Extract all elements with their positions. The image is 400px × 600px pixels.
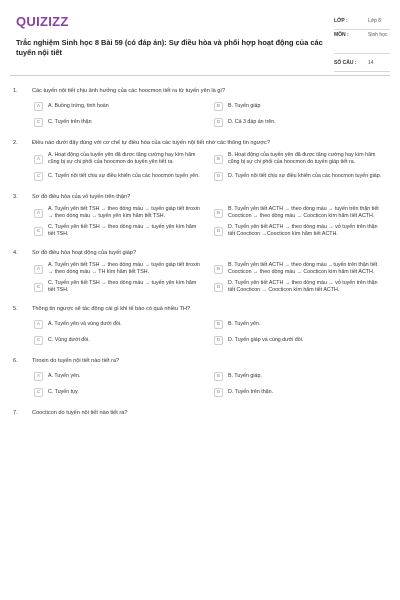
option-text: D. Tuyến giáp và cùng dưới đồi. bbox=[228, 336, 304, 343]
answer-option[interactable] bbox=[34, 318, 202, 330]
answer-option[interactable] bbox=[214, 206, 382, 220]
meta-subject bbox=[334, 30, 390, 54]
meta-label: SỐ CÂU : bbox=[334, 60, 357, 66]
option-text: A. Tuyến yên tiết TSH → theo dòng máu → tuyến giáp tiết tiroxin → theo dòng máu → tuyến yên kìm hãm tiết TSH. bbox=[48, 206, 200, 219]
question-header bbox=[10, 138, 390, 152]
option-text: A. Tuyến yên tiết TSH → theo dòng máu → tuyến giáp tiết tiroxin → theo dòng máu → TH kìm hãm tiết TSH. bbox=[48, 262, 200, 275]
option-text: B. Tuyến giáp bbox=[228, 102, 261, 109]
option-letter-box: B bbox=[214, 265, 223, 274]
option-letter-box: A bbox=[34, 372, 43, 381]
option-text: C. Tuyến tụy. bbox=[48, 388, 79, 395]
option-text: D. Tuyến trên thận. bbox=[228, 388, 274, 395]
question-text: Thông tin ngược sẽ tác động cái gì khi tế bào có quá nhiều TH? bbox=[32, 306, 191, 312]
question-number: 1. bbox=[13, 88, 18, 94]
question-item bbox=[10, 138, 390, 182]
question-header bbox=[10, 304, 390, 318]
meta-value: 14 bbox=[368, 60, 374, 66]
answer-option[interactable] bbox=[214, 152, 382, 166]
option-text: D. Tuyến yên tiết ACTH → theo dòng máu → vỏ tuyến trên thận tiết Coocticon →Coocticon kìm hãm tiết ACTH. bbox=[228, 224, 378, 237]
option-letter-box: C bbox=[34, 172, 43, 181]
meta-label: MÔN : bbox=[334, 32, 349, 38]
option-text: B. Tuyến yên. bbox=[228, 320, 261, 327]
answer-option[interactable] bbox=[34, 386, 202, 398]
option-text: C. Tuyến yên tiết TSH → theo dòng máu → tuyến yên kìm hãm tiết TSH. bbox=[48, 280, 197, 293]
question-number: 6. bbox=[13, 358, 18, 364]
question-item bbox=[10, 86, 390, 128]
option-text: C. Tuyến yên tiết TSH → theo dòng máu → tuyến yên kìm hãm tiết TSH. bbox=[48, 224, 197, 237]
question-header bbox=[10, 192, 390, 206]
answer-option[interactable] bbox=[214, 170, 382, 182]
question-number: 2. bbox=[13, 140, 18, 146]
option-letter-box: C bbox=[34, 118, 43, 127]
option-text: A. Buồng trứng, tinh hoàn bbox=[48, 102, 109, 109]
question-item bbox=[10, 304, 390, 346]
answer-option[interactable] bbox=[34, 170, 202, 182]
question-list bbox=[10, 86, 390, 432]
meta-box bbox=[334, 16, 390, 72]
answer-option[interactable] bbox=[214, 386, 382, 398]
meta-value: Lớp 8 bbox=[368, 18, 382, 24]
answer-option[interactable] bbox=[214, 262, 382, 276]
answer-option[interactable] bbox=[34, 280, 202, 294]
answer-option[interactable] bbox=[34, 152, 202, 166]
question-text: Sơ đồ điều hòa hoạt động của tuyết giáp? bbox=[32, 250, 137, 256]
question-text: Tiroxin do tuyến nội tiết nào tiết ra? bbox=[32, 358, 120, 364]
answer-option[interactable] bbox=[34, 100, 202, 112]
option-letter-box: C bbox=[34, 336, 43, 345]
question-number: 5. bbox=[13, 306, 18, 312]
option-text: B. Tuyến yên tiết ACTH → theo dòng máu →tuyến trên thận tiết Coocticon → theo dòng máu → Coocticon kìm hãm tiết ACTH. bbox=[228, 262, 378, 275]
answer-option[interactable] bbox=[34, 206, 202, 220]
option-letter-box: B bbox=[214, 155, 223, 164]
option-letter-box: A bbox=[34, 209, 43, 218]
meta-class bbox=[334, 16, 390, 30]
option-letter-box: C bbox=[34, 388, 43, 397]
question-number: 4. bbox=[13, 250, 18, 256]
answer-option[interactable] bbox=[34, 262, 202, 276]
option-letter-box: C bbox=[34, 283, 43, 292]
question-header bbox=[10, 408, 390, 422]
option-text: B. Hoạt động của tuyến yên đã được tăng cường hay kìm hãm cũng bị sự chi phối của hoocmon do tuyến giáp tiết ra. bbox=[228, 152, 376, 165]
answer-option[interactable] bbox=[34, 370, 202, 382]
answer-option[interactable] bbox=[34, 224, 202, 238]
question-item bbox=[10, 248, 390, 294]
quizizz-logo: QUIZIZZ bbox=[16, 14, 69, 29]
option-letter-box: D bbox=[214, 388, 223, 397]
option-letter-box: B bbox=[214, 102, 223, 111]
option-letter-box: B bbox=[214, 209, 223, 218]
question-item bbox=[10, 192, 390, 238]
question-text: Điều nào dưới đây đúng với cơ chế tự điều hòa của các tuyến nội tiết nhờ các thông tin ngược? bbox=[32, 140, 270, 146]
answer-option[interactable] bbox=[34, 334, 202, 346]
option-text: D. Tuyến nội tiết chịu sự điều khiển của các hoocmon tuyến giáp. bbox=[228, 172, 382, 179]
answer-option[interactable] bbox=[214, 224, 382, 238]
option-letter-box: D bbox=[214, 336, 223, 345]
question-item bbox=[10, 408, 390, 422]
option-letter-box: B bbox=[214, 372, 223, 381]
question-header bbox=[10, 356, 390, 370]
answer-options bbox=[10, 318, 390, 346]
option-text: B. Tuyến yên tiết ACTH → theo dòng máu → tuyến trên thận tiết Coocticon → theo dòng máu → Coocticon kìm hãm tiết ACTH. bbox=[228, 206, 379, 219]
option-letter-box: A bbox=[34, 102, 43, 111]
answer-option[interactable] bbox=[214, 116, 382, 128]
answer-options bbox=[10, 100, 390, 128]
option-text: C. Tuyến trên thận bbox=[48, 118, 92, 125]
answer-options bbox=[10, 370, 390, 398]
answer-option[interactable] bbox=[34, 116, 202, 128]
answer-options bbox=[10, 262, 390, 294]
answer-options bbox=[10, 206, 390, 238]
answer-option[interactable] bbox=[214, 100, 382, 112]
option-text: D. Cả 3 đáp án trên. bbox=[228, 118, 276, 125]
option-text: A. Hoạt động của tuyến yên đã được tăng cường hay kìm hãm cũng bị sự chi phối của hoocmon do tuyến yên tiết ra. bbox=[48, 152, 196, 165]
meta-label: LỚP : bbox=[334, 18, 348, 24]
question-text: Các tuyến nội tiết chịu ảnh hưởng của các hoocmon tiết ra từ tuyến yên là gì? bbox=[32, 88, 226, 94]
question-header bbox=[10, 86, 390, 100]
option-letter-box: D bbox=[214, 227, 223, 236]
answer-option[interactable] bbox=[214, 370, 382, 382]
worksheet-header bbox=[10, 8, 390, 76]
option-text: A. Tuyến yên. bbox=[48, 372, 81, 379]
question-number: 7. bbox=[13, 410, 18, 416]
answer-options bbox=[10, 152, 390, 182]
option-text: D. Tuyến yên tiết ACTH → theo dòng máu → vỏ tuyến trên thận tiết Coocticon → Coocticon kìm hãm tiết ACTH. bbox=[228, 280, 378, 293]
option-letter-box: D bbox=[214, 172, 223, 181]
option-text: C. Tuyến nội tiết chịu sự điều khiển của các hoocmon tuyến yên. bbox=[48, 172, 200, 179]
answer-option[interactable] bbox=[214, 318, 382, 330]
meta-value: Sinh học bbox=[368, 32, 388, 38]
option-letter-box: B bbox=[214, 320, 223, 329]
question-text: Coocticon do tuyến nội tiết nào tiết ra? bbox=[32, 410, 128, 416]
page-title: Trắc nghiệm Sinh học 8 Bài 59 (có đáp án): Sự điều hòa và phối hợp hoạt động của các tuyến nội tiết bbox=[16, 38, 323, 57]
meta-count bbox=[334, 58, 390, 72]
option-text: B. Tuyến giáp. bbox=[228, 372, 262, 379]
answer-option[interactable] bbox=[214, 280, 382, 294]
question-header bbox=[10, 248, 390, 262]
option-letter-box: A bbox=[34, 265, 43, 274]
option-letter-box: D bbox=[214, 118, 223, 127]
question-text: Sơ đồ điều hòa của vỏ tuyến trên thận? bbox=[32, 194, 131, 200]
option-text: C. Vùng dưới đồi. bbox=[48, 336, 90, 343]
option-text: A. Tuyến yên và vùng dưới đồi. bbox=[48, 320, 122, 327]
answer-option[interactable] bbox=[214, 334, 382, 346]
option-letter-box: A bbox=[34, 155, 43, 164]
option-letter-box: D bbox=[214, 283, 223, 292]
option-letter-box: A bbox=[34, 320, 43, 329]
question-item bbox=[10, 356, 390, 398]
option-letter-box: C bbox=[34, 227, 43, 236]
question-number: 3. bbox=[13, 194, 18, 200]
